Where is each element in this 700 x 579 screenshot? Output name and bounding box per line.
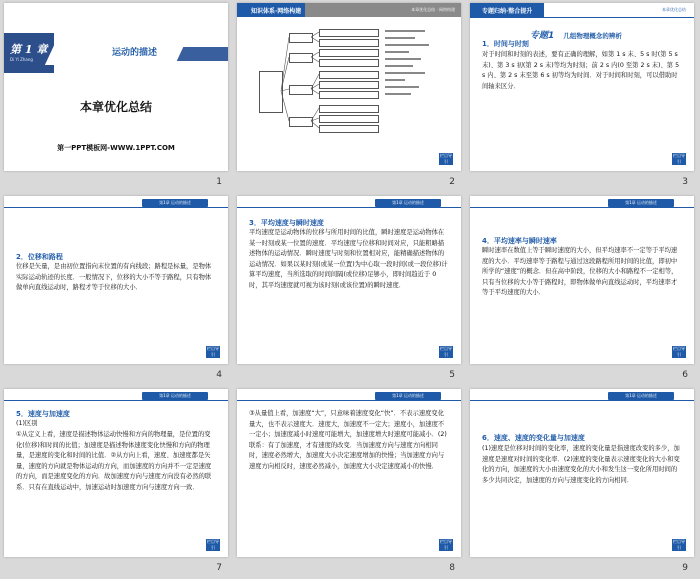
subheading: 6．速度、速度的变化量与加速度 <box>482 434 585 442</box>
back-button[interactable]: 栏目导引 <box>673 539 685 550</box>
header-tag: 第1章 运动的描述 <box>159 200 191 205</box>
slide-canvas <box>4 3 228 171</box>
slide-canvas <box>470 196 694 364</box>
watermark: 第一PPT模板网-WWW.1PPT.COM <box>57 144 175 152</box>
topic-title: 几组物理概念的辨析 <box>563 32 622 40</box>
header-bar <box>4 389 228 401</box>
header-tag: 第1章 运动的描述 <box>625 200 657 205</box>
slide-number: 9 <box>682 563 688 573</box>
header-bar <box>4 196 228 208</box>
section-title: 专题归纳·整合提升 <box>482 8 533 15</box>
body-text: 平均速度是运动物体的位移与所用时间的比值，瞬时速度是运动物体在某一时刻或某一位置的速度．平均速度与位移和时间对应，只能粗略描述物体的运动情况．瞬时速度与时刻和位置相对应，能精确描述物体的运动情况．如果以某时刻(或某一位置)为中心取一段时间(或一段位移)计算平均速度，当所选取的时间间隔(或位移)足够小，即时间趋近于 0 时，其平均速度就可视为该时刻(或该位置)的瞬时速度． <box>249 229 448 289</box>
body-text: 对于时间和时刻的表述，要有正确的理解，如第 1 s 末、5 s 时(第 5 s 末)、第 3 s 初(第 2 s 末)等均为时刻；前 2 s 内(0 至第 2 s 末)、第 5 s 内、第 2 s 末至第 6 s 初等均为时间．对于时间和时刻，可以借助时间轴来区分． <box>482 51 680 90</box>
slide-number: 2 <box>449 177 455 187</box>
subheading: 2．位移和路程 <box>16 253 63 261</box>
slide-canvas <box>470 389 694 557</box>
chapter-label: 第 1 章 <box>10 43 48 56</box>
chapter-sub: Di Yi Zhang <box>10 57 33 62</box>
subheading: 1．时间与时刻 <box>482 40 529 48</box>
slide-thumb-6[interactable] <box>466 193 700 386</box>
slide-thumb-3[interactable] <box>466 0 700 193</box>
knowledge-map <box>259 25 439 145</box>
header-bar <box>237 389 461 401</box>
slide-thumb-2[interactable] <box>233 0 467 193</box>
slide-canvas <box>237 3 461 171</box>
body-text: (1)速度是位移对时间的变化率，速度的变化量是指速度改变的多少，加速度是速度对时间的变化率．(2)速度的变化量表示速度变化的大小和变化的方向，加速度的大小由速度变化的大小和发生这一变化所用时间的多少共同决定，加速度的方向与速度变化的方向相同． <box>482 445 680 484</box>
slide-number: 3 <box>682 177 688 187</box>
slide-thumb-7[interactable] <box>0 386 234 579</box>
slide-number: 7 <box>216 563 222 573</box>
header-bar <box>470 389 694 401</box>
section-right-text: 本章优化总结 · 网络构建 <box>411 7 455 12</box>
slide-canvas <box>4 196 228 364</box>
section-header <box>470 3 694 18</box>
header-bar <box>470 196 694 208</box>
slide-thumb-4[interactable] <box>0 193 234 386</box>
subheading: 4．平均速率与瞬时速率 <box>482 237 557 245</box>
chapter-band <box>4 33 228 73</box>
slide-thumb-9[interactable] <box>466 386 700 579</box>
topic-label: 专题1 <box>530 31 555 41</box>
chapter-title: 运动的描述 <box>112 48 158 58</box>
back-button[interactable]: 栏目导引 <box>440 153 452 164</box>
header-tag: 第1章 运动的描述 <box>625 393 657 398</box>
section-title: 知识体系·网络构建 <box>251 8 302 15</box>
body-text: 瞬时速率在数值上等于瞬时速度的大小，但平均速率不一定等于平均速度的大小．平均速率等于路程与通过这段路程所用时间的比值，即初中所学的“速度”的概念．但在高中阶段，位移的大小和路程不一定相等，只有当位移的大小等于路程时，即物体做单向直线运动时，平均速率才等于平均速度的大小． <box>482 247 678 296</box>
slide-canvas <box>470 3 694 171</box>
body-text: ③从量值上看，加速度“大”，只意味着速度变化“快”．不表示速度变化量大，也不表示速度大．速度大，加速度不一定大；速度小，加速度不一定小；加速度减小时速度可能增大，加速度增大时速度可能减小．(2)联系：有了加速度，才有速度的改变．当加速度方向与速度方向相同时，速度必然增大，加速度大小决定速度增加的快慢；当加速度方向与速度方向相反时，速度必然减小，加速度大小决定速度减小的快慢． <box>249 410 447 470</box>
body-text: 位移是矢量，是由初位置指向末位置的有向线段；路程是标量，是物体实际运动轨迹的长度．一般情况下，位移的大小不等于路程，只有物体做单向直线运动时，路程才等于位移的大小． <box>16 263 212 291</box>
slide-title: 本章优化总结 <box>79 100 152 114</box>
slide-thumb-5[interactable] <box>233 193 467 386</box>
header-bar <box>237 196 461 208</box>
back-button[interactable]: 栏目导引 <box>207 539 219 550</box>
section-header <box>237 3 461 17</box>
subheading: 3．平均速度与瞬时速度 <box>249 219 324 227</box>
list-title: (1)区别 <box>16 420 38 427</box>
slide-canvas <box>237 196 461 364</box>
slide-thumb-1[interactable] <box>0 0 234 193</box>
slide-number: 4 <box>216 370 222 380</box>
back-button[interactable]: 栏目导引 <box>440 346 452 357</box>
body-text: ①从定义上看，速度是描述物体运动快慢和方向的物理量，是位置的变化(位移)和时间的比值；加速度是描述物体速度变化快慢和方向的物理量，是速度的变化和时间的比值．②从方向上看，速度、加速度都是矢量，速度的方向就是物体运动的方向，而加速度的方向并不一定是速度的方向，而是速度变化的方向．故加速度方向与速度方向没有必然的联系．只有在直线运动中，加速运动时加速度方向与速度方向一致． <box>16 431 212 491</box>
slide-number: 6 <box>682 370 688 380</box>
back-button[interactable]: 栏目导引 <box>440 539 452 550</box>
header-tag: 第1章 运动的描述 <box>392 393 424 398</box>
section-right-text: 本章优化总结 <box>662 7 686 12</box>
slide-number: 5 <box>449 370 455 380</box>
topic-heading <box>530 23 622 42</box>
header-tag: 第1章 运动的描述 <box>392 200 424 205</box>
back-button[interactable]: 栏目导引 <box>673 346 685 357</box>
slide-thumb-8[interactable] <box>233 386 467 579</box>
slide-number: 8 <box>449 563 455 573</box>
back-button[interactable]: 栏目导引 <box>673 153 685 164</box>
slide-canvas <box>4 389 228 557</box>
header-tag: 第1章 运动的描述 <box>159 393 191 398</box>
slide-number: 1 <box>216 177 222 187</box>
back-button[interactable]: 栏目导引 <box>207 346 219 357</box>
slide-canvas <box>237 389 461 557</box>
subheading: 5．速度与加速度 <box>16 410 70 418</box>
